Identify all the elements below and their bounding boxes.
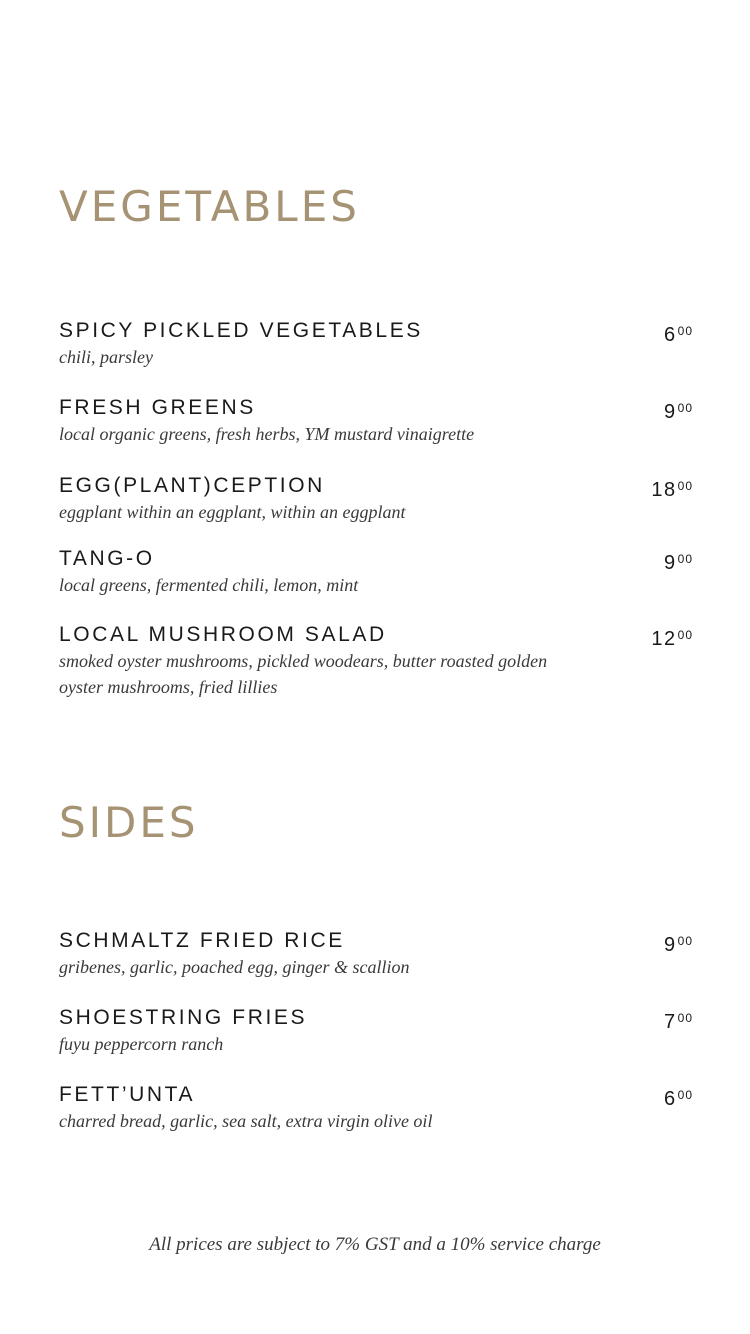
item-price: [664, 318, 693, 348]
item-description: eggplant within an eggplant, within an eggplant: [59, 502, 406, 522]
item-name: FETT’UNTA: [59, 1083, 196, 1106]
price-cents: 00: [677, 401, 693, 415]
item-description: smoked oyster mushrooms, pickled woodears, butter roasted golden oyster mushrooms, fried lillies: [59, 651, 548, 697]
price-cents: 00: [677, 479, 693, 493]
item-description: local organic greens, fresh herbs, YM mustard vinaigrette: [59, 424, 475, 444]
price-cents: 00: [677, 1011, 693, 1025]
price-dollars: 7: [664, 1011, 677, 1033]
menu-item: [59, 1082, 693, 1134]
menu-item: [59, 928, 693, 980]
item-name: EGG(PLANT)CEPTION: [59, 474, 325, 497]
item-price: [664, 928, 693, 958]
section-title-vegetables: VEGETABLES: [59, 182, 360, 231]
menu-item: [59, 473, 693, 525]
section-title-sides: SIDES: [59, 798, 199, 847]
price-cents: 00: [677, 552, 693, 566]
item-name: FRESH GREENS: [59, 396, 256, 419]
price-cents: 00: [677, 628, 693, 642]
item-price: [664, 1082, 693, 1112]
item-name: SPICY PICKLED VEGETABLES: [59, 319, 423, 342]
price-cents: 00: [677, 1088, 693, 1102]
item-price: [664, 395, 693, 425]
item-name: TANG-O: [59, 547, 155, 570]
price-dollars: 12: [651, 628, 677, 650]
item-name: SCHMALTZ FRIED RICE: [59, 929, 345, 952]
footer-note: All prices are subject to 7% GST and a 10% service charge: [149, 1234, 601, 1255]
menu-item: [59, 318, 693, 370]
price-dollars: 6: [664, 324, 677, 346]
menu-item: [59, 546, 693, 598]
price-dollars: 18: [651, 479, 677, 501]
price-cents: 00: [677, 934, 693, 948]
price-dollars: 9: [664, 934, 677, 956]
item-description: local greens, fermented chili, lemon, mint: [59, 575, 359, 595]
price-dollars: 9: [664, 552, 677, 574]
price-cents: 00: [677, 324, 693, 338]
menu-item: [59, 1005, 693, 1057]
menu-item: [59, 395, 693, 447]
item-price: [664, 1005, 693, 1035]
item-price: [664, 546, 693, 576]
item-price: [651, 473, 693, 503]
item-description: fuyu peppercorn ranch: [59, 1034, 224, 1054]
item-name: SHOESTRING FRIES: [59, 1006, 308, 1029]
item-description: chili, parsley: [59, 347, 153, 367]
price-dollars: 6: [664, 1088, 677, 1110]
price-dollars: 9: [664, 401, 677, 423]
item-price: [651, 622, 693, 652]
item-name: LOCAL MUSHROOM SALAD: [59, 623, 387, 646]
item-description: gribenes, garlic, poached egg, ginger & scallion: [59, 957, 410, 977]
item-description: charred bread, garlic, sea salt, extra virgin olive oil: [59, 1111, 433, 1131]
menu-item: [59, 622, 693, 700]
